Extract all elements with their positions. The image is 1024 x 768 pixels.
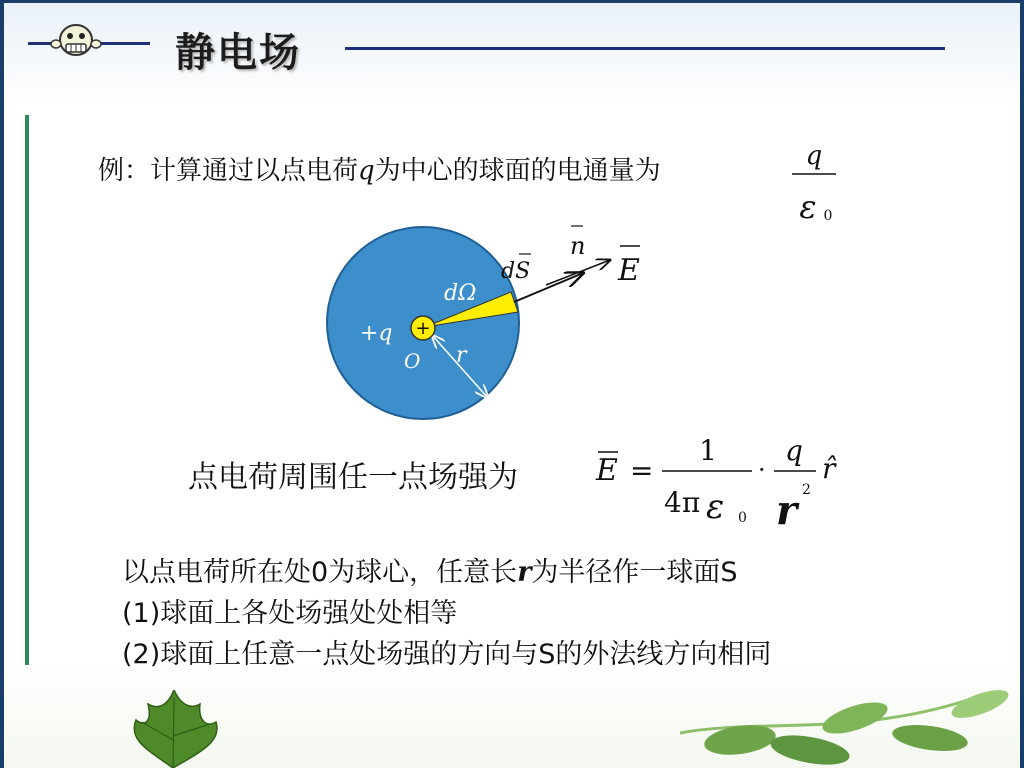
gauss-sphere-diagram <box>318 210 658 420</box>
example-var-q: q <box>358 156 375 186</box>
flux-fraction <box>790 138 838 228</box>
conclusion-1-var-r: r <box>517 557 532 588</box>
formula-unit-vector: r̂ <box>822 452 836 485</box>
field-E-label: E <box>618 253 640 288</box>
formula-lhs-E: E <box>596 453 618 488</box>
origin-label: O <box>404 349 421 373</box>
formula-den1: 4π <box>664 486 701 519</box>
coulomb-field-formula <box>590 428 850 532</box>
leaf-decoration-right <box>680 688 1020 768</box>
frame-right-border <box>1020 0 1024 768</box>
formula-dot: · <box>758 456 766 484</box>
accent-bar <box>25 115 29 665</box>
dOmega-label: dΩ <box>444 281 477 306</box>
header-rule-right <box>345 47 945 50</box>
conclusion-1-text-a: 以点电荷所在处0为球心，任意长 <box>122 557 518 588</box>
field-statement: 点电荷周围任一点场强为 <box>188 460 518 495</box>
flux-fraction-numerator: q <box>805 141 823 171</box>
flux-fraction-subscript: 0 <box>823 208 833 224</box>
conclusion-1-text-b: 为半径作一球面S <box>531 557 738 588</box>
formula-num1: 1 <box>699 434 717 467</box>
formula-den1-sub: 0 <box>738 510 747 526</box>
radius-label: r <box>456 343 467 368</box>
formula-num2: q <box>785 434 803 467</box>
charge-sign-label: + <box>415 318 431 339</box>
flux-fraction-epsilon: ε <box>799 188 817 226</box>
example-statement <box>98 150 661 187</box>
conclusions-list <box>122 552 771 675</box>
ds-pointer-line <box>546 260 610 285</box>
example-suffix: 为中心的球面的电通量为 <box>374 156 661 186</box>
conclusion-line-3: (2)球面上任意一点处场强的方向与S的外法线方向相同 <box>122 639 772 670</box>
dS-label: dS <box>501 259 531 284</box>
leaf-decoration-left <box>118 690 228 768</box>
normal-n-label: n <box>570 232 586 260</box>
example-prefix: 例：计算通过以点电荷 <box>98 156 359 186</box>
conclusion-line-1 <box>122 552 771 593</box>
slide-title: 静电场 <box>175 30 301 76</box>
formula-den1-epsilon: ε <box>706 487 725 527</box>
charge-q-label: +q <box>360 321 393 346</box>
conclusion-line-2: (1)球面上各处场强处处相等 <box>122 598 458 629</box>
frame-top-border <box>0 0 1024 3</box>
frame-left-border <box>0 0 4 768</box>
cartoon-logo-icon <box>46 18 106 60</box>
formula-den2: r <box>776 487 798 532</box>
formula-equals: = <box>630 454 654 487</box>
formula-den2-sup: 2 <box>802 482 811 498</box>
